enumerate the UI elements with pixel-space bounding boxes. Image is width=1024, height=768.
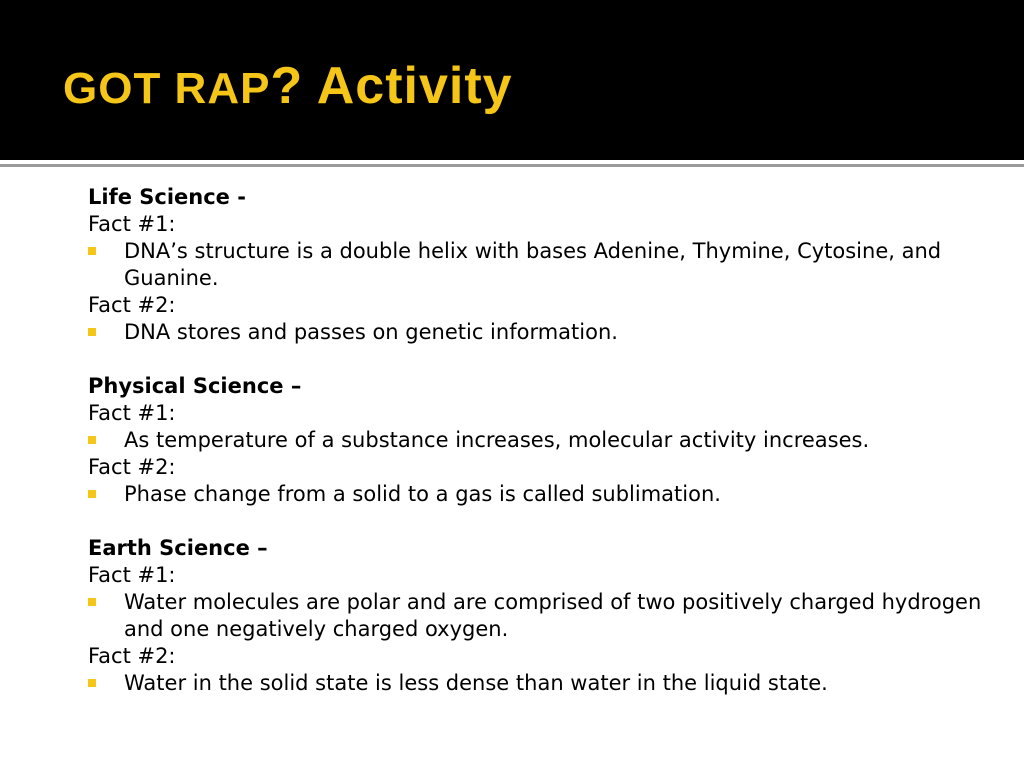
fact-bullet <box>88 481 988 508</box>
fact-label: Fact #1: <box>88 563 176 587</box>
title-divider <box>0 164 1024 167</box>
slide-title <box>63 56 513 116</box>
section-physical-science <box>88 373 988 508</box>
fact-label: Fact #2: <box>88 644 176 668</box>
fact-bullet <box>88 319 988 346</box>
title-bar <box>0 0 1024 160</box>
fact-bullet <box>88 238 988 292</box>
slide-title-part2: ? Activity <box>270 57 513 115</box>
square-bullet-icon <box>88 679 96 687</box>
section-heading: Physical Science – <box>88 374 302 398</box>
fact-bullet <box>88 427 988 454</box>
square-bullet-icon <box>88 328 96 336</box>
fact-text: Phase change from a solid to a gas is called sublimation. <box>124 482 721 506</box>
fact-text: Water molecules are polar and are comprised of two positively charged hydrogen and one negatively charged oxygen. <box>124 590 982 641</box>
section-spacer <box>88 508 988 535</box>
fact-text: DNA stores and passes on genetic information. <box>124 320 618 344</box>
section-heading: Earth Science – <box>88 536 268 560</box>
fact-text: Water in the solid state is less dense than water in the liquid state. <box>124 671 828 695</box>
slide-title-part1: GOT RAP <box>63 64 271 113</box>
section-life-science <box>88 184 988 346</box>
square-bullet-icon <box>88 247 96 255</box>
fact-label: Fact #2: <box>88 455 176 479</box>
fact-label: Fact #1: <box>88 212 176 236</box>
fact-bullet <box>88 589 988 643</box>
section-heading: Life Science - <box>88 185 246 209</box>
fact-label: Fact #1: <box>88 401 176 425</box>
fact-text: As temperature of a substance increases, molecular activity increases. <box>124 428 870 452</box>
fact-label: Fact #2: <box>88 293 176 317</box>
square-bullet-icon <box>88 598 96 606</box>
section-spacer <box>88 346 988 373</box>
fact-bullet <box>88 670 988 697</box>
slide-content <box>88 184 988 697</box>
fact-text: DNA’s structure is a double helix with bases Adenine, Thymine, Cytosine, and Guanine. <box>124 239 942 290</box>
section-earth-science <box>88 535 988 697</box>
square-bullet-icon <box>88 490 96 498</box>
square-bullet-icon <box>88 436 96 444</box>
